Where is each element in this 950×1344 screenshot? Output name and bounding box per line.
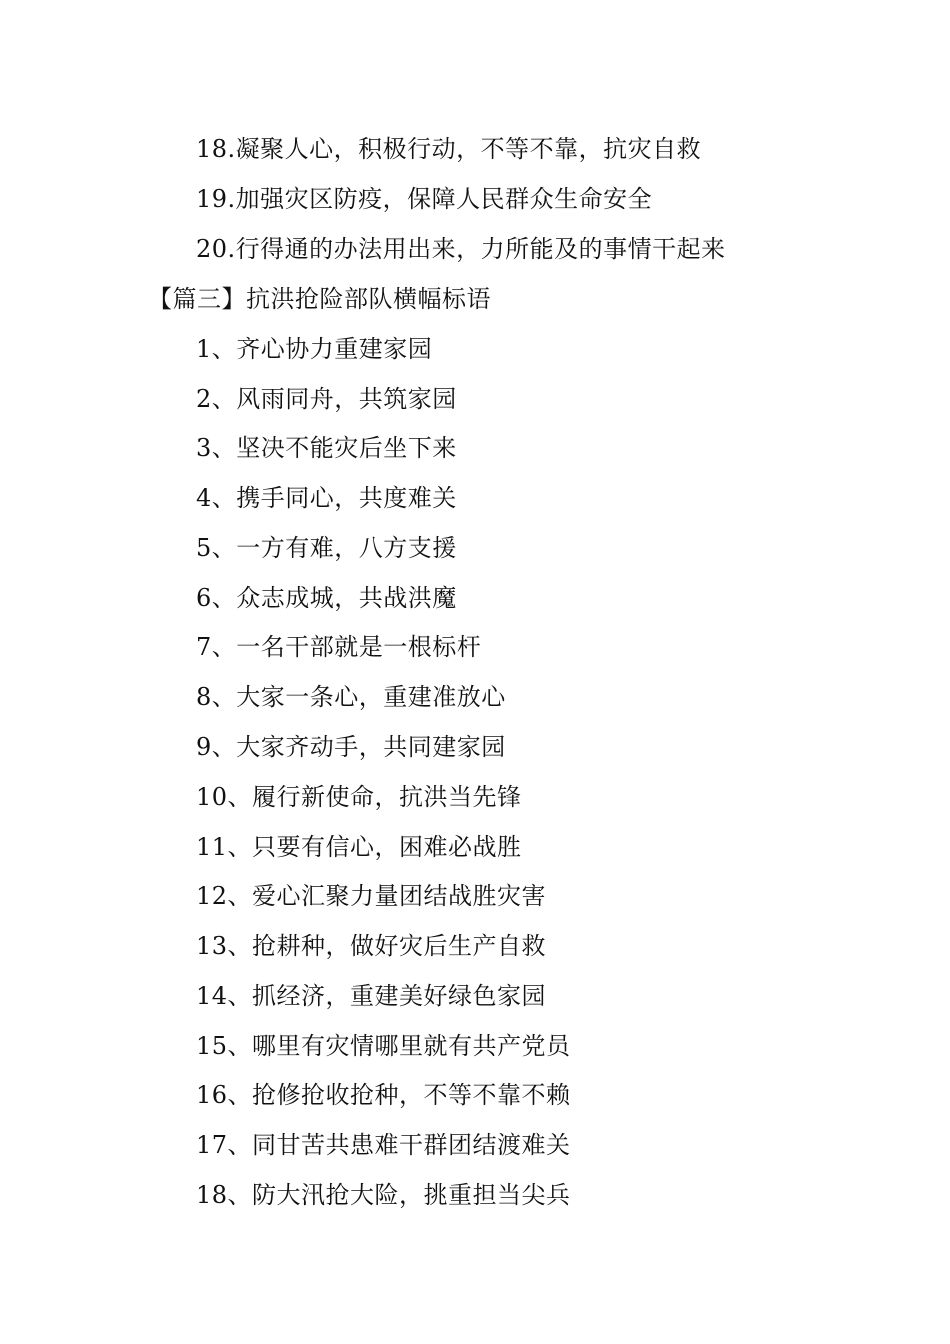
list-item: 13、抢耕种，做好灾后生产自救 — [196, 932, 547, 960]
list-item: 5、一方有难，八方支援 — [196, 534, 457, 562]
list-item: 14、抓经济，重建美好绿色家园 — [196, 982, 547, 1010]
list-item: 8、大家一条心，重建准放心 — [196, 683, 506, 711]
section-heading: 【篇三】抗洪抢险部队横幅标语 — [148, 285, 491, 313]
list-item: 12、爱心汇聚力量团结战胜灾害 — [196, 882, 547, 910]
list-item: 15、哪里有灾情哪里就有共产党员 — [196, 1032, 571, 1060]
list-item: 18、防大汛抢大险，挑重担当尖兵 — [196, 1181, 571, 1209]
list-item: 11、只要有信心，困难必战胜 — [196, 833, 522, 861]
list-item: 7、一名干部就是一根标杆 — [196, 633, 482, 661]
list-item: 16、抢修抢收抢种，不等不靠不赖 — [196, 1081, 571, 1109]
list-item: 2、风雨同舟，共筑家园 — [196, 385, 457, 413]
intro-item-18: 18.凝聚人心，积极行动，不等不靠，抗灾自救 — [196, 135, 702, 163]
list-item: 9、大家齐动手，共同建家园 — [196, 733, 506, 761]
list-item: 3、坚决不能灾后坐下来 — [196, 434, 457, 462]
list-item: 10、履行新使命，抗洪当先锋 — [196, 783, 522, 811]
list-item: 4、携手同心，共度难关 — [196, 484, 457, 512]
list-item: 17、同甘苦共患难干群团结渡难关 — [196, 1131, 571, 1159]
intro-item-20: 20.行得通的办法用出来，力所能及的事情干起来 — [196, 235, 726, 263]
list-item: 6、众志成城，共战洪魔 — [196, 584, 457, 612]
list-item: 1、齐心协力重建家园 — [196, 335, 433, 363]
intro-item-19: 19.加强灾区防疫，保障人民群众生命安全 — [196, 185, 653, 213]
